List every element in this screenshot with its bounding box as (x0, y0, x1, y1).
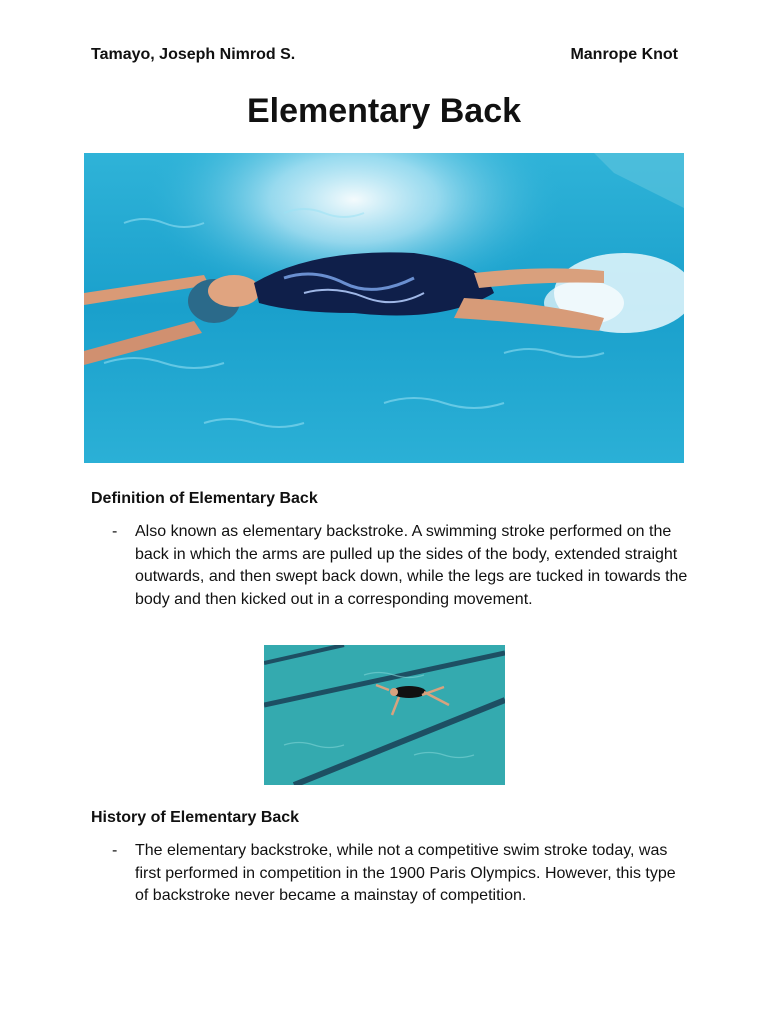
bullet-marker: - (112, 842, 118, 859)
author-name: Tamayo, Joseph Nimrod S. (91, 46, 296, 63)
page-title: Elementary Back (246, 92, 522, 130)
topic-label: Manrope Knot (570, 46, 678, 63)
definition-bullet (91, 521, 691, 611)
history-bullet (91, 840, 691, 908)
floating-swimmer-photo (264, 645, 505, 785)
backstroke-photo (84, 153, 684, 463)
definition-heading: Definition of Elementary Back (91, 490, 318, 507)
history-heading: History of Elementary Back (91, 809, 300, 826)
bullet-marker: - (112, 523, 118, 540)
definition-text: Also known as elementary backstroke. A swimming stroke performed on the back in which the arms are pulled up the sides of the body, extended straight outwards, and then swept back down, while the legs are tucked in towards the body and then kicked out in a corresponding movement. (135, 523, 688, 608)
history-text: The elementary backstroke, while not a competitive swim stroke today, was first performed in competition in the 1900 Paris Olympics. However, this type of backstroke never became a mainstay of competition. (135, 842, 676, 904)
